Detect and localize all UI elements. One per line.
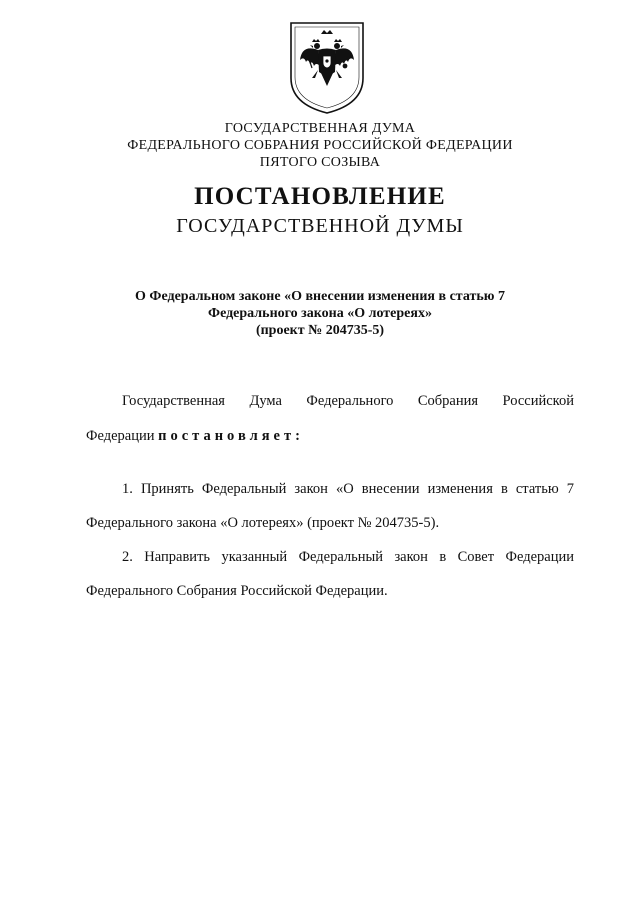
item-1-line-1: 1. Принять Федеральный закон «О внесении изменения в статью 7: [122, 481, 574, 497]
org-name-line-2: ФЕДЕРАЛЬНОГО СОБРАНИЯ РОССИЙСКОЙ ФЕДЕРАЦИИ: [127, 138, 513, 153]
preamble-line-2: [86, 428, 574, 445]
subject-line-2: Федерального закона «О лотереях»: [208, 306, 432, 321]
preamble-line-1: Государственная Дума Федерального Собрания Российской: [122, 393, 574, 409]
item-2-line-2: Федерального Собрания Российской Федерации.: [86, 583, 388, 599]
resolves-verb: постановляет:: [158, 428, 304, 444]
convocation-line: ПЯТОГО СОЗЫВА: [259, 155, 381, 170]
coat-of-arms-emblem: [288, 20, 366, 116]
document-title: ПОСТАНОВЛЕНИЕ: [194, 183, 446, 210]
item-1-line-2: Федерального закона «О лотереях» (проект № 204735-5).: [86, 515, 440, 531]
preamble-federation-text: Федерации: [86, 428, 155, 444]
document-subtitle: ГОСУДАРСТВЕННОЙ ДУМЫ: [176, 215, 464, 237]
org-name-line-1: ГОСУДАРСТВЕННАЯ ДУМА: [224, 121, 416, 136]
item-2-line-1: 2. Направить указанный Федеральный закон в Совет Федерации: [122, 549, 574, 565]
subject-line-3: (проект № 204735-5): [255, 323, 385, 338]
subject-line-1: О Федеральном законе «О внесении изменения в статью 7: [135, 289, 505, 304]
